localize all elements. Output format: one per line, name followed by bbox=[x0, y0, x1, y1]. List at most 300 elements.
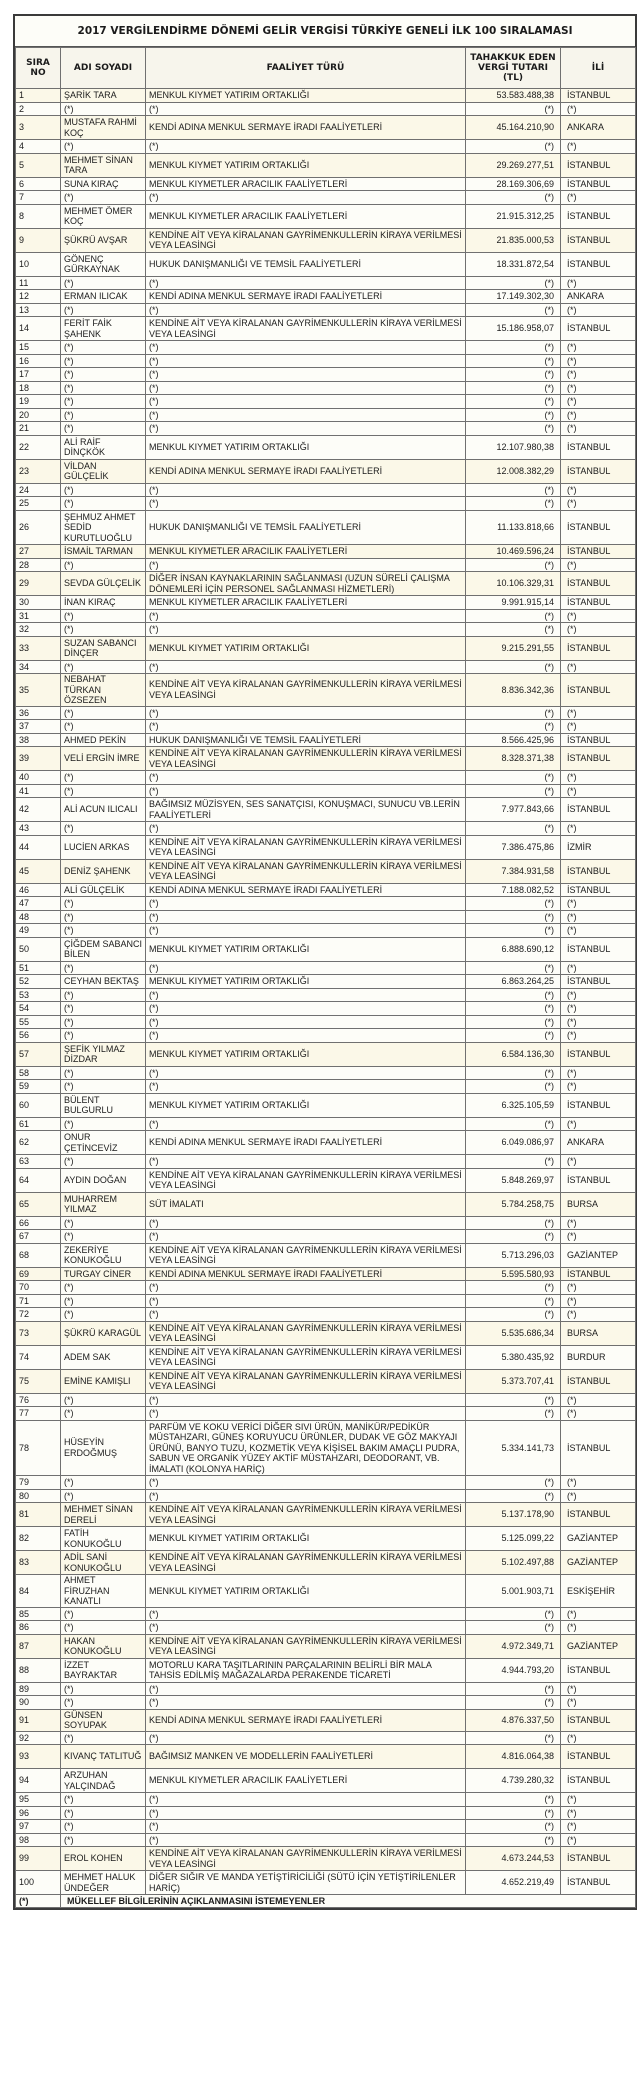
cell-amount: 5.001.903,71 bbox=[466, 1575, 561, 1608]
cell-rank: 6 bbox=[16, 177, 61, 191]
cell-city: (*) bbox=[561, 354, 636, 368]
cell-activity: BAĞIMSIZ MANKEN VE MODELLERİN FAALİYETLERİ bbox=[146, 1745, 466, 1769]
cell-rank: 23 bbox=[16, 459, 61, 483]
cell-name: (*) bbox=[61, 706, 146, 720]
cell-city: İSTANBUL bbox=[561, 545, 636, 559]
cell-rank: 42 bbox=[16, 798, 61, 822]
cell-city: İSTANBUL bbox=[561, 747, 636, 771]
cell-activity: MENKUL KIYMET YATIRIM ORTAKLIĞI bbox=[146, 1575, 466, 1608]
table-row bbox=[16, 1267, 636, 1281]
cell-amount: 11.133.818,66 bbox=[466, 510, 561, 545]
cell-name: (*) bbox=[61, 822, 146, 836]
cell-rank: 2 bbox=[16, 102, 61, 116]
cell-amount: (*) bbox=[466, 1216, 561, 1230]
cell-activity: (*) bbox=[146, 422, 466, 436]
cell-rank: 71 bbox=[16, 1294, 61, 1308]
table-row bbox=[16, 733, 636, 747]
footer-note: MÜKELLEF BİLGİLERİNİN AÇIKLANMASINI İSTEMEYENLER bbox=[61, 1895, 636, 1908]
cell-amount: (*) bbox=[466, 1281, 561, 1295]
header-name: ADI SOYADI bbox=[61, 48, 146, 89]
cell-rank: 59 bbox=[16, 1080, 61, 1094]
cell-amount: (*) bbox=[466, 706, 561, 720]
cell-city: İSTANBUL bbox=[561, 1871, 636, 1895]
cell-activity: MENKUL KIYMET YATIRIM ORTAKLIĞI bbox=[146, 89, 466, 103]
cell-rank: 81 bbox=[16, 1503, 61, 1527]
cell-city: İSTANBUL bbox=[561, 510, 636, 545]
table-row bbox=[16, 1833, 636, 1847]
cell-rank: 49 bbox=[16, 924, 61, 938]
cell-name: ALİ GÜLÇELİK bbox=[61, 883, 146, 897]
cell-rank: 26 bbox=[16, 510, 61, 545]
cell-rank: 9 bbox=[16, 228, 61, 252]
table-row bbox=[16, 1393, 636, 1407]
ranking-sheet bbox=[13, 14, 637, 1910]
cell-city: (*) bbox=[561, 381, 636, 395]
cell-rank: 97 bbox=[16, 1820, 61, 1834]
cell-name: İSMAİL TARMAN bbox=[61, 545, 146, 559]
cell-activity: (*) bbox=[146, 897, 466, 911]
cell-activity: (*) bbox=[146, 1029, 466, 1043]
cell-rank: 10 bbox=[16, 252, 61, 276]
cell-activity: (*) bbox=[146, 784, 466, 798]
cell-rank: 48 bbox=[16, 910, 61, 924]
cell-rank: 8 bbox=[16, 204, 61, 228]
cell-name: (*) bbox=[61, 1489, 146, 1503]
cell-name: (*) bbox=[61, 1607, 146, 1621]
cell-rank: 34 bbox=[16, 660, 61, 674]
table-row bbox=[16, 1503, 636, 1527]
cell-city: BURSA bbox=[561, 1192, 636, 1216]
table-row bbox=[16, 897, 636, 911]
cell-name: VİLDAN GÜLÇELİK bbox=[61, 459, 146, 483]
table-row bbox=[16, 204, 636, 228]
cell-amount: (*) bbox=[466, 924, 561, 938]
cell-activity: (*) bbox=[146, 1476, 466, 1490]
cell-activity: (*) bbox=[146, 395, 466, 409]
cell-city: (*) bbox=[561, 910, 636, 924]
cell-rank: 79 bbox=[16, 1476, 61, 1490]
cell-rank: 32 bbox=[16, 623, 61, 637]
cell-amount: 28.169.306,69 bbox=[466, 177, 561, 191]
cell-city: (*) bbox=[561, 483, 636, 497]
table-row bbox=[16, 1369, 636, 1393]
cell-activity: (*) bbox=[146, 1117, 466, 1131]
cell-activity: HUKUK DANIŞMANLIĞI VE TEMSİL FAALİYETLERİ bbox=[146, 252, 466, 276]
cell-amount: (*) bbox=[466, 1080, 561, 1094]
cell-rank: 35 bbox=[16, 674, 61, 707]
table-row bbox=[16, 191, 636, 205]
cell-activity: (*) bbox=[146, 1015, 466, 1029]
cell-amount: 4.673.244,53 bbox=[466, 1847, 561, 1871]
cell-rank: 80 bbox=[16, 1489, 61, 1503]
cell-activity: KENDİNE AİT VEYA KİRALANAN GAYRİMENKULLERİN KİRAYA VERİLMESİ VEYA LEASİNGİ bbox=[146, 1369, 466, 1393]
cell-amount: 5.334.141,73 bbox=[466, 1420, 561, 1476]
cell-name: (*) bbox=[61, 1833, 146, 1847]
cell-city: (*) bbox=[561, 1230, 636, 1244]
table-row bbox=[16, 1745, 636, 1769]
cell-city: İSTANBUL bbox=[561, 177, 636, 191]
cell-name: GÖNENÇ GÜRKAYNAK bbox=[61, 252, 146, 276]
cell-rank: 82 bbox=[16, 1527, 61, 1551]
cell-amount: (*) bbox=[466, 784, 561, 798]
cell-activity: (*) bbox=[146, 1155, 466, 1169]
table-row bbox=[16, 381, 636, 395]
cell-rank: 68 bbox=[16, 1243, 61, 1267]
cell-amount: 7.977.843,66 bbox=[466, 798, 561, 822]
cell-city: İSTANBUL bbox=[561, 89, 636, 103]
cell-city: (*) bbox=[561, 1407, 636, 1421]
cell-name: ALİ RAİF DİNÇKÖK bbox=[61, 435, 146, 459]
table-row bbox=[16, 510, 636, 545]
cell-name: KIVANÇ TATLITUĞ bbox=[61, 1745, 146, 1769]
cell-amount: (*) bbox=[466, 1294, 561, 1308]
footer-row bbox=[16, 1895, 636, 1908]
cell-amount: 9.991.915,14 bbox=[466, 596, 561, 610]
cell-city: (*) bbox=[561, 1607, 636, 1621]
cell-amount: 12.008.382,29 bbox=[466, 459, 561, 483]
cell-activity: KENDİNE AİT VEYA KİRALANAN GAYRİMENKULLERİN KİRAYA VERİLMESİ VEYA LEASİNGİ bbox=[146, 1168, 466, 1192]
cell-rank: 100 bbox=[16, 1871, 61, 1895]
cell-amount: 7.188.082,52 bbox=[466, 883, 561, 897]
cell-amount: (*) bbox=[466, 1607, 561, 1621]
table-row bbox=[16, 276, 636, 290]
table-row bbox=[16, 720, 636, 734]
table-row bbox=[16, 140, 636, 154]
cell-name: EMİNE KAMIŞLI bbox=[61, 1369, 146, 1393]
cell-name: (*) bbox=[61, 1393, 146, 1407]
table-row bbox=[16, 609, 636, 623]
cell-amount: (*) bbox=[466, 558, 561, 572]
table-row bbox=[16, 1155, 636, 1169]
cell-activity: KENDİNE AİT VEYA KİRALANAN GAYRİMENKULLERİN KİRAYA VERİLMESİ VEYA LEASİNGİ bbox=[146, 228, 466, 252]
table-row bbox=[16, 798, 636, 822]
cell-name: (*) bbox=[61, 1117, 146, 1131]
cell-amount: (*) bbox=[466, 1731, 561, 1745]
cell-rank: 4 bbox=[16, 140, 61, 154]
cell-city: İSTANBUL bbox=[561, 572, 636, 596]
cell-amount: 4.739.280,32 bbox=[466, 1769, 561, 1793]
cell-amount: (*) bbox=[466, 1820, 561, 1834]
cell-rank: 57 bbox=[16, 1042, 61, 1066]
cell-activity: MENKUL KIYMET YATIRIM ORTAKLIĞI bbox=[146, 1527, 466, 1551]
cell-activity: PARFÜM VE KOKU VERİCİ DİĞER SIVI ÜRÜN, MANİKÜR/PEDİKÜR MÜSTAHZARI, GÜNEŞ KORUYUCU ÜRÜNLER, DUDAK VE GÖZ MAKYAJI ÜRÜNÜ, BANYO TUZU, KOZMETİK VEYA KİŞİSEL BAKIM AMAÇLI PUDRA, SABUN VE ORGANİK YÜZEY AKTİF MÜSTAHZARI, DEODORANT, VB. İMALATI (KOLONYA HARİÇ) bbox=[146, 1420, 466, 1476]
cell-amount: (*) bbox=[466, 1682, 561, 1696]
table-row bbox=[16, 1820, 636, 1834]
cell-activity: KENDİNE AİT VEYA KİRALANAN GAYRİMENKULLERİN KİRAYA VERİLMESİ VEYA LEASİNGİ bbox=[146, 1345, 466, 1369]
cell-amount: 4.944.793,20 bbox=[466, 1658, 561, 1682]
cell-rank: 67 bbox=[16, 1230, 61, 1244]
cell-rank: 11 bbox=[16, 276, 61, 290]
cell-amount: (*) bbox=[466, 1393, 561, 1407]
cell-amount: 7.384.931,58 bbox=[466, 859, 561, 883]
table-row bbox=[16, 674, 636, 707]
cell-amount: 29.269.277,51 bbox=[466, 153, 561, 177]
cell-name: NEBAHAT TÜRKAN ÖZSEZEN bbox=[61, 674, 146, 707]
cell-name: (*) bbox=[61, 368, 146, 382]
cell-activity: KENDİNE AİT VEYA KİRALANAN GAYRİMENKULLERİN KİRAYA VERİLMESİ VEYA LEASİNGİ bbox=[146, 1321, 466, 1345]
cell-amount: (*) bbox=[466, 1489, 561, 1503]
table-row bbox=[16, 1575, 636, 1608]
table-row bbox=[16, 1489, 636, 1503]
table-row bbox=[16, 1871, 636, 1895]
cell-city: (*) bbox=[561, 408, 636, 422]
cell-name: (*) bbox=[61, 623, 146, 637]
cell-activity: (*) bbox=[146, 1230, 466, 1244]
cell-name: (*) bbox=[61, 408, 146, 422]
table-row bbox=[16, 975, 636, 989]
cell-amount: 7.386.475,86 bbox=[466, 835, 561, 859]
cell-name: (*) bbox=[61, 720, 146, 734]
cell-city: (*) bbox=[561, 609, 636, 623]
cell-amount: 21.835.000,53 bbox=[466, 228, 561, 252]
cell-rank: 22 bbox=[16, 435, 61, 459]
cell-name: (*) bbox=[61, 1002, 146, 1016]
cell-rank: 64 bbox=[16, 1168, 61, 1192]
cell-activity: KENDİNE AİT VEYA KİRALANAN GAYRİMENKULLERİN KİRAYA VERİLMESİ VEYA LEASİNGİ bbox=[146, 1503, 466, 1527]
cell-amount: 8.566.425,96 bbox=[466, 733, 561, 747]
cell-name: (*) bbox=[61, 381, 146, 395]
cell-activity: KENDİ ADINA MENKUL SERMAYE İRADI FAALİYETLERİ bbox=[146, 1267, 466, 1281]
cell-rank: 44 bbox=[16, 835, 61, 859]
cell-rank: 30 bbox=[16, 596, 61, 610]
cell-amount: (*) bbox=[466, 720, 561, 734]
cell-amount: (*) bbox=[466, 1066, 561, 1080]
table-row bbox=[16, 1731, 636, 1745]
cell-name: AHMET FİRUZHAN KANATLI bbox=[61, 1575, 146, 1608]
cell-name: (*) bbox=[61, 1216, 146, 1230]
cell-city: (*) bbox=[561, 1308, 636, 1322]
cell-activity: (*) bbox=[146, 822, 466, 836]
cell-activity: (*) bbox=[146, 1294, 466, 1308]
cell-city: (*) bbox=[561, 1029, 636, 1043]
table-row bbox=[16, 1527, 636, 1551]
cell-activity: MENKUL KIYMET YATIRIM ORTAKLIĞI bbox=[146, 975, 466, 989]
cell-activity: MOTORLU KARA TAŞITLARININ PARÇALARININ BELİRLİ BİR MALA TAHSİS EDİLMİŞ MAĞAZALARDA PERAKENDE TİCARETİ bbox=[146, 1658, 466, 1682]
cell-amount: 5.137.178,90 bbox=[466, 1503, 561, 1527]
cell-activity: MENKUL KIYMETLER ARACILIK FAALİYETLERİ bbox=[146, 177, 466, 191]
cell-city: İSTANBUL bbox=[561, 636, 636, 660]
cell-rank: 76 bbox=[16, 1393, 61, 1407]
cell-rank: 37 bbox=[16, 720, 61, 734]
cell-city: İSTANBUL bbox=[561, 1168, 636, 1192]
cell-city: İSTANBUL bbox=[561, 1745, 636, 1769]
cell-name: MUHARREM YILMAZ bbox=[61, 1192, 146, 1216]
cell-activity: (*) bbox=[146, 381, 466, 395]
cell-name: ERMAN ILICAK bbox=[61, 290, 146, 304]
cell-activity: (*) bbox=[146, 1080, 466, 1094]
cell-activity: (*) bbox=[146, 303, 466, 317]
cell-city: İSTANBUL bbox=[561, 1267, 636, 1281]
cell-name: SEVDA GÜLÇELİK bbox=[61, 572, 146, 596]
cell-amount: (*) bbox=[466, 395, 561, 409]
table-row bbox=[16, 937, 636, 961]
cell-city: İSTANBUL bbox=[561, 937, 636, 961]
cell-name: ÇİĞDEM SABANCI BİLEN bbox=[61, 937, 146, 961]
table-row bbox=[16, 988, 636, 1002]
cell-city: (*) bbox=[561, 1731, 636, 1745]
cell-rank: 90 bbox=[16, 1696, 61, 1710]
cell-amount: (*) bbox=[466, 1806, 561, 1820]
cell-city: İSTANBUL bbox=[561, 435, 636, 459]
table-row bbox=[16, 1002, 636, 1016]
cell-city: (*) bbox=[561, 897, 636, 911]
cell-rank: 60 bbox=[16, 1093, 61, 1117]
table-row bbox=[16, 395, 636, 409]
cell-amount: 12.107.980,38 bbox=[466, 435, 561, 459]
cell-city: (*) bbox=[561, 1489, 636, 1503]
cell-city: (*) bbox=[561, 720, 636, 734]
table-row bbox=[16, 1709, 636, 1731]
table-row bbox=[16, 1066, 636, 1080]
cell-amount: 8.328.371,38 bbox=[466, 747, 561, 771]
cell-activity: (*) bbox=[146, 1281, 466, 1295]
table-row bbox=[16, 1117, 636, 1131]
cell-rank: 54 bbox=[16, 1002, 61, 1016]
cell-city: İSTANBUL bbox=[561, 1658, 636, 1682]
cell-rank: 63 bbox=[16, 1155, 61, 1169]
cell-activity: (*) bbox=[146, 408, 466, 422]
cell-rank: 69 bbox=[16, 1267, 61, 1281]
cell-name: (*) bbox=[61, 1407, 146, 1421]
table-row bbox=[16, 660, 636, 674]
cell-activity: KENDİNE AİT VEYA KİRALANAN GAYRİMENKULLERİN KİRAYA VERİLMESİ VEYA LEASİNGİ bbox=[146, 317, 466, 341]
cell-amount: 18.331.872,54 bbox=[466, 252, 561, 276]
cell-city: (*) bbox=[561, 1806, 636, 1820]
cell-activity: KENDİ ADINA MENKUL SERMAYE İRADI FAALİYETLERİ bbox=[146, 883, 466, 897]
cell-city: ANKARA bbox=[561, 1131, 636, 1155]
cell-city: (*) bbox=[561, 1793, 636, 1807]
cell-amount: (*) bbox=[466, 102, 561, 116]
cell-amount: (*) bbox=[466, 1793, 561, 1807]
cell-name: (*) bbox=[61, 1731, 146, 1745]
cell-name: ALİ ACUN ILICALI bbox=[61, 798, 146, 822]
cell-name: AYDIN DOĞAN bbox=[61, 1168, 146, 1192]
cell-city: (*) bbox=[561, 1155, 636, 1169]
cell-activity: (*) bbox=[146, 191, 466, 205]
cell-amount: 6.863.264,25 bbox=[466, 975, 561, 989]
cell-city: İSTANBUL bbox=[561, 975, 636, 989]
cell-activity: (*) bbox=[146, 1066, 466, 1080]
table-row bbox=[16, 822, 636, 836]
cell-name: (*) bbox=[61, 341, 146, 355]
cell-amount: 15.186.958,07 bbox=[466, 317, 561, 341]
cell-city: (*) bbox=[561, 1281, 636, 1295]
cell-name: ŞEHMUZ AHMET SEDİD KURUTLUOĞLU bbox=[61, 510, 146, 545]
cell-amount: (*) bbox=[466, 771, 561, 785]
cell-amount: 4.652.219,49 bbox=[466, 1871, 561, 1895]
cell-name: (*) bbox=[61, 897, 146, 911]
cell-amount: 6.584.136,30 bbox=[466, 1042, 561, 1066]
cell-city: BURDUR bbox=[561, 1345, 636, 1369]
cell-city: İSTANBUL bbox=[561, 153, 636, 177]
cell-name: (*) bbox=[61, 1820, 146, 1834]
table-row bbox=[16, 1476, 636, 1490]
table-row bbox=[16, 1769, 636, 1793]
cell-name: (*) bbox=[61, 140, 146, 154]
cell-amount: (*) bbox=[466, 497, 561, 511]
cell-amount: (*) bbox=[466, 1155, 561, 1169]
cell-name: (*) bbox=[61, 910, 146, 924]
cell-name: ZEKERİYE KONUKOĞLU bbox=[61, 1243, 146, 1267]
table-row bbox=[16, 596, 636, 610]
cell-amount: 9.215.291,55 bbox=[466, 636, 561, 660]
cell-activity: (*) bbox=[146, 1002, 466, 1016]
table-row bbox=[16, 835, 636, 859]
cell-city: (*) bbox=[561, 1820, 636, 1834]
cell-city: (*) bbox=[561, 1216, 636, 1230]
cell-city: İSTANBUL bbox=[561, 1369, 636, 1393]
cell-activity: KENDİ ADINA MENKUL SERMAYE İRADI FAALİYETLERİ bbox=[146, 1709, 466, 1731]
cell-name: ŞÜKRÜ AVŞAR bbox=[61, 228, 146, 252]
table-row bbox=[16, 1216, 636, 1230]
cell-amount: 10.469.596,24 bbox=[466, 545, 561, 559]
cell-name: (*) bbox=[61, 1015, 146, 1029]
cell-amount: (*) bbox=[466, 354, 561, 368]
cell-name: (*) bbox=[61, 988, 146, 1002]
cell-rank: 88 bbox=[16, 1658, 61, 1682]
cell-city: (*) bbox=[561, 961, 636, 975]
table-row bbox=[16, 341, 636, 355]
cell-activity: KENDİNE AİT VEYA KİRALANAN GAYRİMENKULLERİN KİRAYA VERİLMESİ VEYA LEASİNGİ bbox=[146, 1847, 466, 1871]
cell-name: ARZUHAN YALÇINDAĞ bbox=[61, 1769, 146, 1793]
cell-name: ŞEFİK YILMAZ DİZDAR bbox=[61, 1042, 146, 1066]
cell-amount: 17.149.302,30 bbox=[466, 290, 561, 304]
cell-amount: (*) bbox=[466, 609, 561, 623]
cell-activity: HUKUK DANIŞMANLIĞI VE TEMSİL FAALİYETLERİ bbox=[146, 733, 466, 747]
cell-city: (*) bbox=[561, 1393, 636, 1407]
cell-rank: 84 bbox=[16, 1575, 61, 1608]
table-row bbox=[16, 1420, 636, 1476]
cell-activity: (*) bbox=[146, 1806, 466, 1820]
cell-city: İSTANBUL bbox=[561, 317, 636, 341]
cell-name: (*) bbox=[61, 771, 146, 785]
cell-activity: DİĞER İNSAN KAYNAKLARININ SAĞLANMASI (UZUN SÜRELİ ÇALIŞMA DÖNEMLERİ İÇİN PERSONEL SAĞLANMASI HİZMETLERİ) bbox=[146, 572, 466, 596]
table-row bbox=[16, 1806, 636, 1820]
cell-rank: 86 bbox=[16, 1621, 61, 1635]
cell-amount: (*) bbox=[466, 1029, 561, 1043]
table-row bbox=[16, 317, 636, 341]
cell-amount: 6.325.105,59 bbox=[466, 1093, 561, 1117]
cell-amount: 8.836.342,36 bbox=[466, 674, 561, 707]
cell-amount: (*) bbox=[466, 483, 561, 497]
cell-rank: 78 bbox=[16, 1420, 61, 1476]
cell-name: (*) bbox=[61, 1230, 146, 1244]
table-row bbox=[16, 1607, 636, 1621]
cell-activity: (*) bbox=[146, 961, 466, 975]
table-row bbox=[16, 1230, 636, 1244]
cell-rank: 53 bbox=[16, 988, 61, 1002]
cell-name: (*) bbox=[61, 497, 146, 511]
cell-activity: (*) bbox=[146, 558, 466, 572]
cell-rank: 83 bbox=[16, 1551, 61, 1575]
cell-city: (*) bbox=[561, 1066, 636, 1080]
table-row bbox=[16, 859, 636, 883]
cell-name: ADİL SANİ KONUKOĞLU bbox=[61, 1551, 146, 1575]
cell-city: (*) bbox=[561, 395, 636, 409]
cell-name: (*) bbox=[61, 1621, 146, 1635]
cell-rank: 43 bbox=[16, 822, 61, 836]
cell-name: BÜLENT BULGURLU bbox=[61, 1093, 146, 1117]
cell-amount: (*) bbox=[466, 303, 561, 317]
cell-name: (*) bbox=[61, 276, 146, 290]
table-row bbox=[16, 153, 636, 177]
cell-rank: 12 bbox=[16, 290, 61, 304]
cell-city: İSTANBUL bbox=[561, 1042, 636, 1066]
cell-rank: 39 bbox=[16, 747, 61, 771]
cell-amount: (*) bbox=[466, 961, 561, 975]
cell-activity: (*) bbox=[146, 1621, 466, 1635]
cell-activity: (*) bbox=[146, 1607, 466, 1621]
